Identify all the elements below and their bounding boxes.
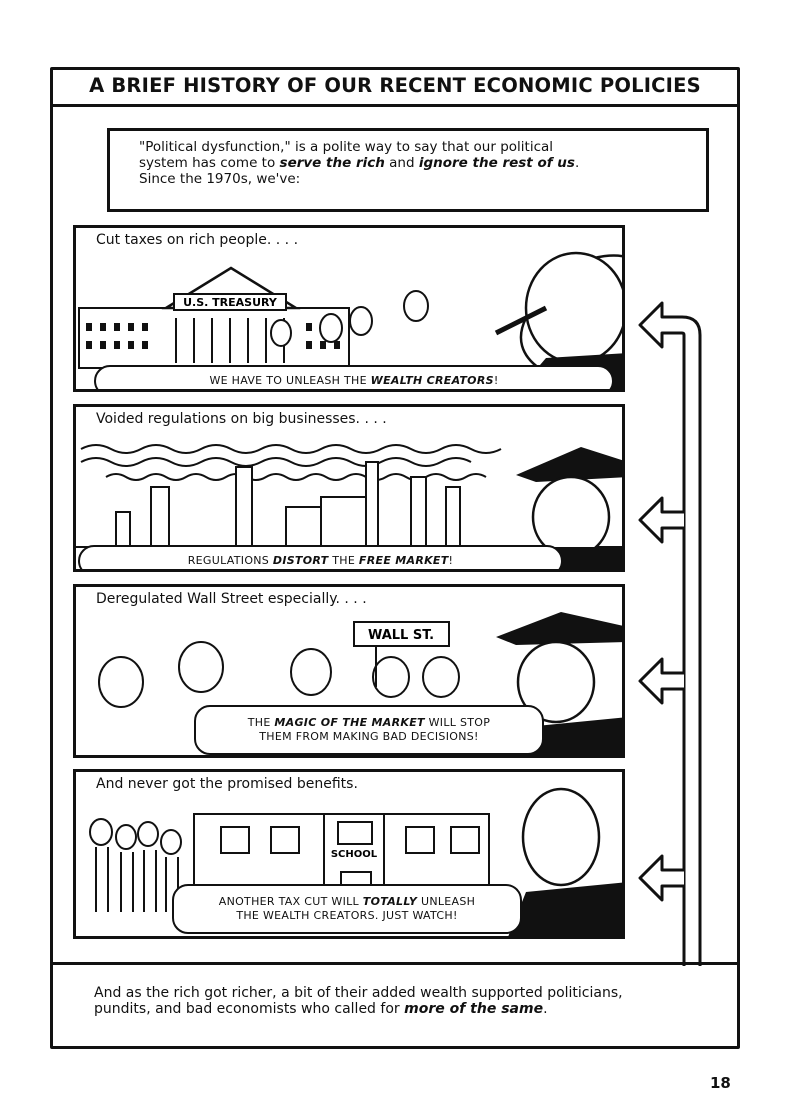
panel-caption: Deregulated Wall Street especially. . . . bbox=[96, 591, 367, 607]
footer-text-part: pundits, and bad economists who called for bbox=[94, 1001, 405, 1017]
intro-line-2 bbox=[139, 155, 706, 171]
panel-tax-cuts bbox=[73, 225, 625, 392]
balloon-text-part: THE bbox=[247, 716, 275, 729]
speech-balloon bbox=[194, 705, 544, 755]
balloon-emphasis: MAGIC OF THE MARKET bbox=[274, 716, 425, 729]
footer-text bbox=[94, 985, 714, 1017]
footer-emphasis: more of the same bbox=[404, 1001, 544, 1017]
balloon-emphasis: WEALTH CREATORS bbox=[370, 374, 494, 387]
balloon-text bbox=[209, 374, 498, 388]
intro-text: system has come to bbox=[139, 155, 280, 171]
page-title: A BRIEF HISTORY OF OUR RECENT ECONOMIC POLICIES bbox=[89, 74, 701, 97]
balloon-text-line-2: THE WEALTH CREATORS. JUST WATCH! bbox=[236, 909, 458, 922]
panel-regulations bbox=[73, 404, 625, 572]
balloon-text-part: UNLEASH bbox=[417, 895, 476, 908]
intro-box bbox=[107, 128, 709, 212]
speech-balloon bbox=[94, 365, 614, 392]
treasury-sign: U.S. TREASURY bbox=[183, 296, 277, 309]
balloon-emphasis: DISTORT bbox=[272, 554, 329, 567]
panel-caption: And never got the promised benefits. bbox=[96, 776, 358, 792]
panel-benefits bbox=[73, 769, 625, 939]
balloon-text-part: ! bbox=[448, 554, 454, 567]
footer-line-1: And as the rich got richer, a bit of their added wealth supported politicians, bbox=[94, 985, 623, 1001]
balloon-text-line-1 bbox=[219, 895, 475, 909]
balloon-text-part: WILL STOP bbox=[424, 716, 491, 729]
balloon-emphasis: TOTALLY bbox=[362, 895, 418, 908]
school-sign: SCHOOL bbox=[330, 849, 378, 860]
intro-emphasis-serve-rich: serve the rich bbox=[279, 155, 385, 171]
panel-caption: Voided regulations on big businesses. . . . bbox=[96, 411, 387, 427]
panel-wall-street bbox=[73, 584, 625, 758]
wall-st-sign: WALL ST. bbox=[367, 628, 435, 643]
balloon-text-part: REGULATIONS bbox=[187, 554, 273, 567]
title-bar bbox=[50, 67, 740, 107]
balloon-text bbox=[188, 554, 454, 568]
speech-balloon bbox=[78, 545, 563, 572]
balloon-text-part: ANOTHER TAX CUT WILL bbox=[218, 895, 363, 908]
footer-line-2 bbox=[94, 1001, 714, 1017]
intro-text: . bbox=[574, 155, 580, 171]
feedback-loop-arrows bbox=[620, 255, 740, 970]
balloon-emphasis: FREE MARKET bbox=[358, 554, 449, 567]
speech-balloon bbox=[172, 884, 522, 934]
intro-emphasis-ignore-rest: ignore the rest of us bbox=[418, 155, 575, 171]
balloon-text-part: ! bbox=[493, 374, 499, 387]
footer-divider bbox=[50, 962, 740, 965]
intro-line-3: Since the 1970s, we've: bbox=[139, 171, 301, 187]
intro-text: and bbox=[384, 155, 419, 171]
footer-text-part: . bbox=[543, 1001, 548, 1017]
balloon-text-line-1 bbox=[248, 716, 490, 730]
balloon-text-line-2: THEM FROM MAKING BAD DECISIONS! bbox=[259, 730, 479, 743]
balloon-text-part: WE HAVE TO UNLEASH THE bbox=[209, 374, 371, 387]
panel-caption: Cut taxes on rich people. . . . bbox=[96, 232, 299, 248]
page-number: 18 bbox=[710, 1074, 731, 1092]
balloon-text-part: THE bbox=[328, 554, 359, 567]
intro-line-1: "Political dysfunction," is a polite way to say that our political bbox=[139, 139, 554, 155]
